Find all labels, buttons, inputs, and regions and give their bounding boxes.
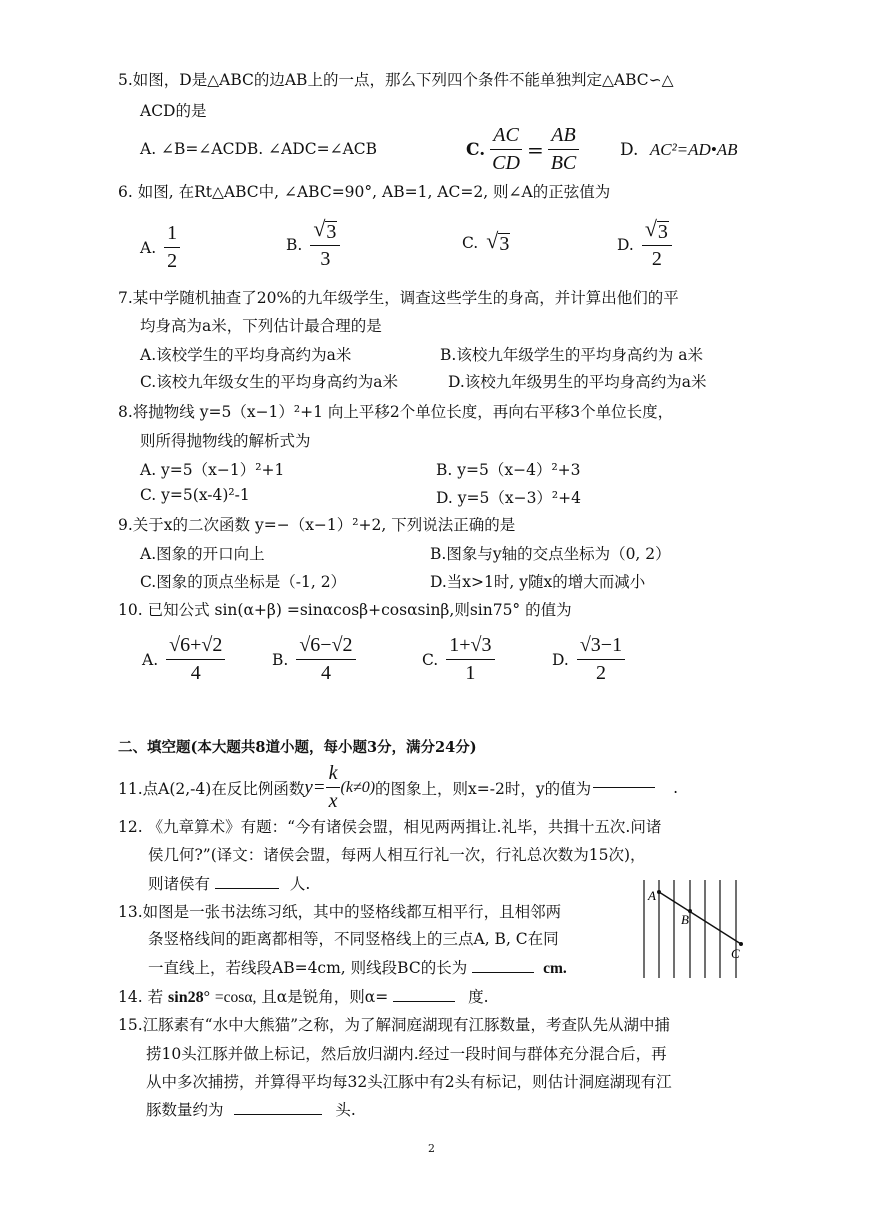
q11-cond: (k≠0) [340, 778, 376, 796]
q9-option-a: A.图象的开口向上 [140, 545, 265, 563]
q7-option-a: A.该校学生的平均身高约为a米 [140, 346, 352, 364]
label-c: C [731, 946, 740, 961]
q11-line [118, 762, 678, 813]
q12-answer-blank[interactable] [215, 888, 279, 889]
q14-pre: 14. 若 [118, 988, 164, 1006]
q15-line4-post: 头. [335, 1101, 356, 1119]
q6-text: 6. 如图, 在Rt△ABC中, ∠ABC=90°, AB=1, AC=2, 则∠A的正弦值为 [118, 183, 611, 201]
q10-option-c [422, 634, 495, 685]
q10-option-d [552, 634, 625, 685]
q6-optb-label: B. [286, 235, 303, 254]
page-number: 2 [428, 1142, 435, 1155]
q15-line4 [146, 1098, 356, 1120]
q15-line1: 15.江豚素有“水中大熊猫”之称，为了解洞庭湖现有江豚数量，考查队先从湖中捕 [118, 1016, 671, 1034]
q5-line2: ACD的是 [140, 102, 207, 120]
q6-option-a [140, 222, 180, 273]
q5-optd-expr: AC²=AD•AB [649, 140, 738, 159]
q8-option-b: B. y=5（x−4）²+3 [436, 461, 581, 479]
q12-line3 [148, 872, 310, 894]
q14-sin: sin28° [168, 989, 210, 1006]
q7-line1: 7.某中学随机抽查了20%的九年级学生，调查这些学生的身高，并计算出他们的平 [118, 289, 679, 307]
q9-option-c: C.图象的顶点坐标是（-1, 2） [140, 573, 347, 591]
q6-opta-frac: $\frac{1}{2}$ [164, 222, 180, 273]
q8-option-a: A. y=5（x−1）²+1 [140, 461, 285, 479]
q14-eq: =cosα, [214, 989, 257, 1006]
q5-optd-label: D. [620, 140, 639, 160]
q10-opta-frac: $\frac{√6+√2}{4}$ [166, 634, 225, 685]
q14-mid: 且α是锐角，则α= [261, 988, 389, 1006]
q6-optc-label: C. [462, 233, 479, 252]
q5-option-c [466, 124, 579, 175]
q7-option-c: C.该校九年级女生的平均身高约为a米 [140, 373, 398, 391]
q5-optc-frac2: $\frac{AB}{BC}$ [548, 124, 580, 175]
q5-options-ab: A. ∠B=∠ACDB. ∠ADC=∠ACB [140, 140, 378, 158]
q13-line1: 13.如图是一张书法练习纸，其中的竖格线都互相平行，且相邻两 [118, 903, 562, 921]
q13-answer-blank[interactable] [472, 972, 534, 973]
q10-option-a [142, 634, 225, 685]
q9-option-b: B.图象与y轴的交点坐标为（0, 2） [430, 545, 671, 563]
q5-optc-label: C. [466, 139, 486, 160]
q15-line4-pre: 豚数量约为 [146, 1101, 224, 1119]
q12-line1: 12. 《九章算术》有题：“今有诸侯会盟，相见两两揖让.礼毕，共揖十五次.问诸 [118, 818, 662, 836]
q6-optd-label: D. [617, 235, 634, 254]
section2-heading: 二、填空题(本大题共8道小题，每小题3分，满分24分) [118, 739, 477, 756]
q6-option-c [462, 230, 510, 255]
q5-option-d [620, 140, 738, 160]
q13-calligraphy-figure [638, 878, 748, 982]
q6-opta-label: A. [140, 238, 157, 257]
q9-line1: 9.关于x的二次函数 y=−（x−1）²+2, 下列说法正确的是 [118, 516, 516, 534]
q8-option-c: C. y=5(x-4)²-1 [140, 486, 250, 504]
q10-optc-frac: $\frac{1+√3}{1}$ [446, 634, 494, 685]
q8-line2: 则所得抛物线的解析式为 [140, 432, 311, 450]
q5-optc-frac1: $\frac{AC}{CD}$ [492, 124, 520, 174]
q5-line1: 5.如图，D是△ABC的边AB上的一点，那么下列四个条件不能单独判定△ABC∽△ [118, 71, 674, 89]
point-a [657, 890, 661, 894]
q14-post: 度. [468, 988, 489, 1006]
q13-unit: cm. [543, 960, 567, 977]
q5-optc-eq: = [526, 137, 544, 162]
q6-option-b [286, 218, 340, 271]
q9-option-d: D.当x>1时, y随x的增大而减小 [430, 573, 646, 591]
q6-optd-frac: √ 3 2 [642, 218, 672, 271]
q12-line3-pre: 则诸侯有 [148, 875, 211, 893]
label-b: B [681, 912, 689, 927]
q7-line2: 均身高为a米，下列估计最合理的是 [140, 317, 382, 335]
q13-line3-pre: 一直线上，若线段AB=4cm, 则线段BC的长为 [148, 959, 468, 977]
q15-answer-blank[interactable] [234, 1114, 322, 1115]
q10-optd-frac: $\frac{√3-1}{2}$ [577, 634, 625, 685]
q6-optc-sqrt: √ 3 [486, 228, 510, 255]
q7-option-d: D.该校九年级男生的平均身高约为a米 [448, 373, 707, 391]
q10-opta-label: A. [142, 650, 159, 669]
q13-line2: 条竖格线间的距离都相等，不同竖格线上的三点A, B, C在同 [148, 930, 559, 948]
q13-line3 [148, 956, 567, 978]
q11-post: 的图象上，则x=-2时，y的值为 [375, 779, 592, 798]
q8-line1: 8.将抛物线 y=5（x−1）²+1 向上平移2个单位长度，再向右平移3个单位长度， [118, 403, 674, 421]
q11-pre: 11.点A(2,-4)在反比例函数 [118, 779, 305, 798]
q10-optc-label: C. [422, 650, 439, 669]
q15-line3: 从中多次捕捞，并算得平均每32头江豚中有2头有标记，则估计洞庭湖现有江 [146, 1073, 672, 1091]
q10-line1: 10. 已知公式 sin(α+β) =sinαcosβ+cosαsinβ,则sin75° 的值为 [118, 601, 572, 619]
q10-option-b [272, 634, 356, 685]
q7-option-b: B.该校九年级学生的平均身高约为 a米 [440, 346, 703, 364]
q11-answer-blank[interactable] [593, 787, 655, 788]
q10-optd-label: D. [552, 650, 569, 669]
q11-end: . [673, 778, 679, 797]
q14-answer-blank[interactable] [393, 1001, 455, 1002]
q10-optb-frac: $\frac{√6-√2}{4}$ [296, 634, 355, 685]
label-a: A [648, 888, 656, 903]
q12-line2: 侯几何?”(译文：诸侯会盟，每两人相互行礼一次，行礼总次数为15次)， [148, 846, 646, 864]
q8-option-d: D. y=5（x−3）²+4 [436, 489, 581, 507]
q11-k-over-x: $\frac{k}{x}$ [326, 762, 341, 813]
q6-optb-frac: √ 3 3 [310, 218, 340, 271]
q11-y-eq: y= [304, 776, 326, 798]
q14-line [118, 985, 489, 1007]
line-abc [659, 892, 741, 944]
q15-line2: 捞10头江豚并做上标记，然后放归湖内.经过一段时间与群体充分混合后，再 [146, 1045, 667, 1063]
q12-line3-post: 人. [289, 875, 311, 893]
q10-optb-label: B. [272, 650, 289, 669]
q6-option-d [617, 218, 672, 271]
